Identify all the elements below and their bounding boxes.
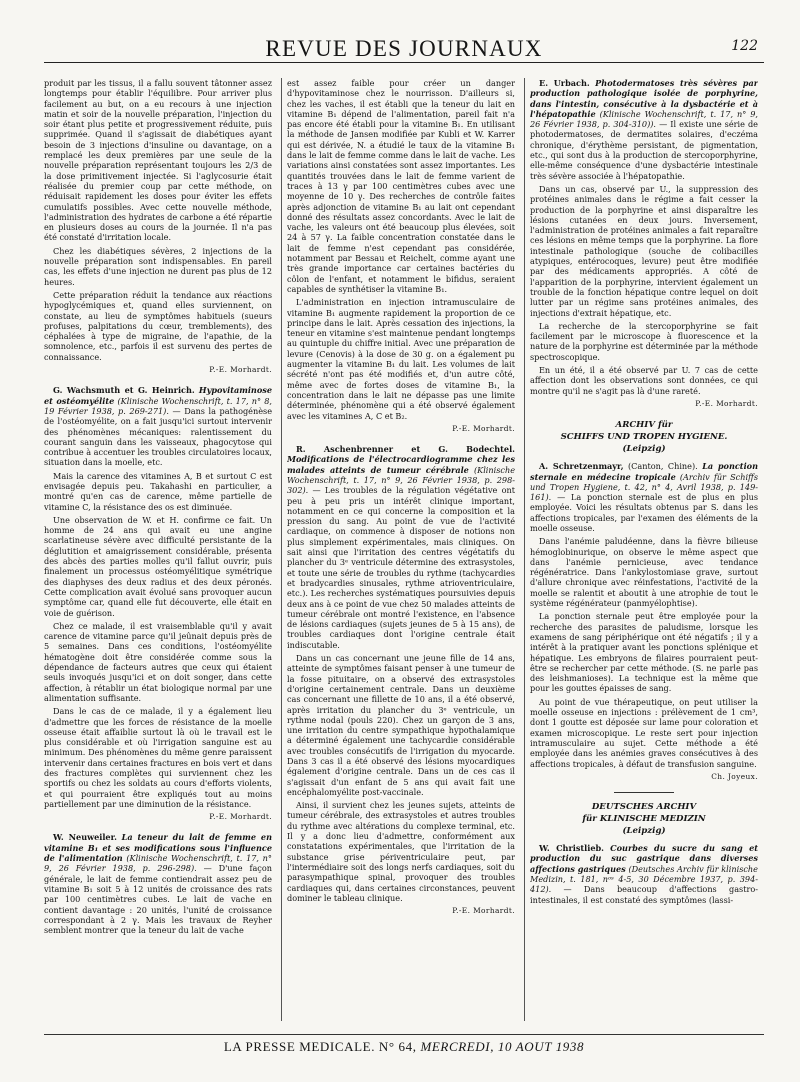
section-title: DEUTSCHES ARCHIV — [591, 802, 697, 813]
page-footer — [44, 1034, 764, 1055]
footer-journal: LA PRESSE MEDICALE. N° 64, — [223, 1039, 417, 1054]
abstract-citation: (Deutsches Archiv für klinische Medizin, t. 181, nᵒˢ 4-5, 30 Décembre 1937, p. 394-412). — [530, 863, 758, 895]
abstract-title: Hypovitaminose et ostéomyélite — [44, 385, 272, 406]
page-title: REVUE DES JOURNAUX — [265, 36, 543, 61]
journal-section-heading — [530, 801, 758, 837]
paragraph: Au point de vue thérapeutique, on peut utiliser la moelle osseuse en injections : prélèvement de 1 cm³, dont 1 goutte est déposée sur lame pour coloration et examen microscopique. Le reste sert pour injection intramusculaire au sujet. Cette méthode a été employée dans les anémies graves consécutives à des affections tropicales, à défaut de transfusion sanguine. — [530, 696, 758, 769]
abstract-heading — [530, 78, 758, 181]
column-right — [530, 78, 758, 1021]
signature: Ch. Joyeux. — [711, 771, 758, 781]
author-location: (Canton, Chine). — [628, 461, 698, 472]
abstract-authors: W. Neuweiler. — [53, 832, 117, 843]
page-number: 122 — [731, 38, 758, 54]
paragraph: Cette préparation réduit la tendance aux réactions hypoglycémiques et, quand elles surviennent, on constate, au lieu de symptômes habituels (sueurs profuses, palpitations du cœur, tremblements), des céphalées à type de migraine, de l'apathie, de la somnolence, etc., parfois il est survenu des pertes de connaissance. — [44, 289, 272, 362]
section-title: ARCHIV für — [615, 420, 673, 431]
signature: P.-E. Morhardt. — [209, 365, 272, 375]
column-rule — [281, 78, 282, 1021]
article-columns — [44, 78, 764, 1021]
paragraph: En un été, il a été observé par U. 7 cas de cette affection dont les observations sont données, ce qui montre qu'il ne s'agit pas là d'une rareté. — [530, 365, 758, 396]
paragraph: Ainsi, il survient chez les jeunes sujets, atteints de tumeur cérébrale, des extrasystoles et autres troubles du rythme avec altérations du complexe terminal, etc. Il y a donc lieu d'admettre, conformément aux constatations expérimentales, que l'irritation de la substance grise périventriculaire peut, par l'intermédiaire soit des longs nerfs cardiaques, soit du parasympathique spinal, provoquer des troubles cardiaques qui, dans certaines circonstances, peuvent dominer le tableau clinique. — [287, 800, 515, 903]
section-place: (Leipzig) — [622, 444, 666, 455]
paragraph: — Dans la pathogénèse de l'ostéomyélite, on a fait jusqu'ici surtout intervenir des phénomènes mécaniques: ralentissement du courant sanguin dans les vaisseaux, phagocytose qui contribue à accentuer les troubles circulatoires locaux, situation dans la moelle, etc. — [44, 405, 272, 468]
abstract-authors: G. Wachsmuth et G. Heinrich. — [53, 385, 195, 396]
paragraph: Dans l'anémie paludéenne, dans la fièvre bilieuse hémoglobinurique, on observe le même aspect que dans l'anémie pernicieuse, avec tendance régénératrice. Dans l'ankylostomiase grave, surtout d'allure chronique avec réinfestations, l'activité de la moelle se ralentit et aboutit à une atrophie de tout le système régénérateur (panmyélophtise). — [530, 536, 758, 609]
footer-date: MERCREDI, 10 AOUT 1938 — [420, 1039, 585, 1054]
abstract-authors: A. Schretzenmayr, — [539, 461, 624, 472]
abstract-heading — [530, 843, 758, 905]
abstract-title: Courbes du sucre du sang et production du suc gastrique dans diverses affections gastriques — [530, 843, 758, 874]
abstract-title: Photodermatoses très sévères par production pathologique isolée de porphyrine, dans l'intestin, consécutive à la dysbactérie et à l'hépatopathie — [530, 78, 758, 119]
paragraph: Une observation de W. et H. confirme ce fait. Un homme de 24 ans qui avait eu une angine scarlatineuse sévère avec difficulté persistante de la déglutition et amaigrissement considérable, présenta des abcès des parties molles qu'il fallut ouvrir, puis finalement un processus ostéomyélitique symétrique des diaphyses des deux radius et des deux péronés. Cette complication avait évolué sans provoquer aucun symptôme car, quand elle fut découverte, elle était en voie de guérison. — [44, 514, 272, 618]
abstract-authors: W. Christlieb. — [539, 843, 604, 854]
abstract-citation: (Klinische Wochenschrift, t. 17, n° 9, 26 Février 1938, p. 298-302). — [287, 464, 515, 496]
paragraph: Chez ce malade, il est vraisemblable qu'il y avait carence de vitamine parce qu'il jeûnait depuis près de 5 semaines. Dans ces conditions, l'ostéomyélite hématogène doit être considérée comme sous la dépendance de facteurs autres que ceux qui étaient seuls invoqués jusqu'ici et on doit songer, dans cette affection, à rétablir un état biologique normal par une alimentation suffisante. — [44, 620, 272, 703]
paragraph: Mais la carence des vitamines A, B et surtout C est envisagée depuis peu. Takahashi en particulier, a montré qu'en cas de carence, même partielle de vitamine C, la résistance des os est diminuée. — [44, 470, 272, 512]
column-left — [44, 78, 272, 1021]
abstract-title: Modifications de l'électrocardiogramme chez les malades atteints de tumeur cérébrale — [287, 454, 515, 475]
abstract-heading — [44, 832, 272, 935]
section-place: (Leipzig) — [622, 826, 666, 837]
abstract-citation: (Klinische Wochenschrift, t. 17, n° 9, 26 Février 1938, p. 304-310)). — [530, 108, 758, 130]
masthead — [44, 38, 764, 63]
abstract-citation: (Klinische Wochenschrift, t. 17, n° 9, 26 Février 1938, p. 296-298). — [44, 853, 272, 874]
paragraph: L'administration en injection intramusculaire de vitamine B₁ augmente rapidement la proportion de ce principe dans le lait. Après cessation des injections, la teneur en vitamine s'est maintenue pendant longtemps au quintuple du chiffre initial. Avec une préparation de levure (Cenovis) à la dose de 30 g. on a également pu augmenter la vitamine B₁ du lait. Les volumes de lait sécrété n'ont pas été modifiés et, d'un autre côté, même avec de fortes doses de vitamine B₁, la concentration dans le lait ne dépasse pas une limite déterminée, phénomène qui a été observé également avec les vitamines A, C et B₂. — [287, 297, 515, 421]
journal-section-heading — [530, 419, 758, 455]
abstract-heading — [530, 461, 758, 533]
paragraph: — Les troubles de la régulation végétative ont peu à peu pris un intérêt clinique important, notamment en ce qui concerne la composition et la pression du sang. Au point de vue de l'activité cardiaque, on commence à disposer de notions non plus simplement expérimentales, mais cliniques. On sait ainsi que l'irritation des centres végétatifs du plancher du 3ᵉ ventricule détermine des extrasystoles, et toute une série de troubles du rythme (tachycardies et bradycardies sinusales, rythme atrioventriculaire, etc.). Les recherches systématiques poursuivies depuis deux ans à ce point de vue chez 50 malades atteints de tumeur cérébrale ont montré l'existence, en l'absence de lésions cardiaques (sujets jeunes de 5 à 15 ans), de troubles cardiaques dont l'origine centrale était indiscutable. — [287, 485, 515, 650]
paragraph: est assez faible pour créer un danger d'hypovitaminose chez le nourrisson. D'ailleurs si, chez les vaches, il est établi que la teneur du lait en vitamine B₁ dépend de l'alimentation, pareil fait n'a pas encore été établi pour la vitamine B₁. En utilisant la méthode de Jansen modifiée par Kubli et W. Karrer qui est dérivée, N. a étudié le taux de la vitamine B₁ dans le lait de femme comme dans le lait de vache. Les variations ainsi constatées sont assez importantes. Les quantités trouvées dans le lait de femme varient de traces à 13 γ par 100 centimètres cubes avec une moyenne de 10 γ. Des recherches de contrôle faites après adjonction de vitamine B₁ au lait ont cependant donné des résultats assez concordants. Avec le lait de vache, les valeurs ont été beaucoup plus élevées, soit 24 à 57 γ. La faible concentration constatée dans le lait de femme n'est cependant pas considérée, notamment par Bessau et Reichelt, comme ayant une très grande importance car certaines bactéries du côlon de l'enfant, et notamment le bifidus, seraient capables de synthétiser la vitamine B₁. — [287, 78, 515, 294]
section-subtitle: SCHIFFS UND TROPEN HYGIENE. — [560, 432, 728, 443]
paragraph: La ponction sternale peut être employée pour la recherche des parasites de paludisme, lorsque les examens de sang périphérique ont été négatifs ; il y a intérêt à la pratiquer avant les ponctions splénique et hépatique. Les embryons de filaires pourraient peut-être se rechercher par cette méthode. (S. ne parle pas des leishmanioses). La technique est la même que pour les gouttes épaisses de sang. — [530, 611, 758, 694]
section-subtitle: für KLINISCHE MEDIZIN — [582, 814, 706, 825]
paragraph: Chez les diabétiques sévères, 2 injections de la nouvelle préparation sont indispensables. En pareil cas, les effets d'une injection ne durent pas plus de 12 heures. — [44, 245, 272, 287]
paragraph: La recherche de la stercoporphyrine se fait facilement par le microscope à fluorescence et la nature de la porphyrine est déterminée par la méthode spectroscopique. — [530, 320, 758, 362]
abstract-title: La ponction sternale en médecine tropicale — [530, 461, 758, 482]
signature: P.-E. Morhardt. — [452, 906, 515, 916]
paragraph: — Dans beaucoup d'affections gastro-intestinales, il est constaté des symptômes (lassi- — [530, 884, 758, 905]
paragraph: — Il existe une série de photodermatoses, de dermatites solaires, d'eczéma chronique, d'érythème persistant, de pigmentation, etc., qui sont dus à la production de stercoporphyrine, elle-même conséquence d'une dysbactérie intestinale très sévère associée à l'hépatopathie. — [530, 119, 758, 181]
abstract-authors: E. Urbach. — [539, 78, 590, 88]
signature: P.-E. Morhardt. — [209, 812, 272, 822]
paragraph: Dans un cas concernant une jeune fille de 14 ans, atteinte de symptômes faisant penser à une tumeur de la fosse pituitaire, on a observé des extrasystoles d'origine certainement centrale. Dans un deuxième cas concernant une fillette de 10 ans, il a été observé, après irritation du plancher du 3ᵉ ventricule, un rythme nodal (pouls 220). Chez un garçon de 3 ans, une irritation du centre sympathique hypothalamique a déterminé également une tachycardie considérable avec troubles consécutifs de l'irrigation du myocarde. Dans 3 cas il a été observé des lésions myocardiques également d'origine centrale. Dans un de ces cas il s'agissait d'un enfant de 5 ans qui avait fait une encéphalomyélite post-vaccinale. — [287, 653, 515, 797]
abstract-title: La teneur du lait de femme en vitamine B₁ et ses modifications sous l'influence de l'alimentation — [44, 832, 272, 864]
signature: P.-E. Morhardt. — [695, 398, 758, 408]
abstract-authors: R. Aschenbrenner et G. Bodechtel. — [296, 444, 515, 455]
abstract-citation: (Klinische Wochenschrift, t. 17, n° 8, 19 Février 1938, p. 269-271). — [44, 395, 272, 416]
abstract-heading — [287, 444, 515, 650]
paragraph: Dans le cas de ce malade, il y a également lieu d'admettre que les forces de résistance de la moelle osseuse était affaiblie surtout là où le travail est le plus considérable et où l'irrigation sanguine est au minimum. Des phénomènes du même genre paraissent intervenir dans certaines fractures en bois vert et dans des fractures complètes qui surviennent chez les sportifs ou chez les soldats au cours d'efforts violents, et qui pourraient être expliqués tout au moins partiellement par une diminution de la résistance. — [44, 706, 272, 809]
abstract-citation: (Archiv für Schiffs und Tropen Hygiene, t. 42, n° 4, Avril 1938, p. 149-161). — [530, 471, 758, 503]
paragraph: produit par les tissus, il a fallu souvent tâtonner assez longtemps pour établir l'équilibre. Pour arriver plus facilement au but, on a eu recours à une injection matin et soir de la nouvelle préparation, l'injection du soir étant plus petite et progressivement réduite, puis supprimée. Quand il s'agissait de diabétiques ayant besoin de 3 injections d'insuline ou davantage, on a remplacé les deux premières par une seule de la nouvelle préparation représentant toujours les 2/3 de la dose primitivement injectée. Si l'aglycosurie était réalisée du premier coup par cette méthode, on réduisait rapidement les doses pour éviter les effets cumulatifs possibles. Avec cette nouvelle méthode, l'administration des hydrates de carbone a été répartie en plusieurs doses au cours de la journée. Il n'a pas été constaté d'irritation locale. — [44, 78, 272, 243]
column-middle — [287, 78, 515, 1021]
section-divider — [614, 792, 674, 793]
abstract-heading — [44, 385, 272, 467]
column-rule — [524, 78, 525, 1021]
paragraph: Dans un cas, observé par U., la suppression des protéines animales dans le régime a fait cesser la production de la porphyrine et ainsi disparaître les lésions cutanées en deux jours. Inversement, l'administration de protéines animales a fait reparaître ces lésions en même temps que la porphyrine. La flore intestinale pathologique (souche de colibacilles atypiques, entérocoques, levure) peut être modifiée par des médicaments appropriés. A côté de l'apparition de la porphyrine, intervient également un trouble de la fonction hépatique contre lequel on doit lutter par un régime sans protéines animales, des injections d'extrait hépatique, etc. — [530, 183, 758, 318]
paragraph: — D'une façon générale, le lait de femme contiendrait assez peu de vitamine B₁ soit 5 à 12 unités de croissance des rats par 100 centimètres cubes. Le lait de vache en contient davantage : 20 unités, l'unité de croissance correspondant à 2 γ. Mais les travaux de Reyher semblent montrer que la teneur du lait de vache — [44, 863, 272, 936]
paragraph: — La ponction sternale est de plus en plus employée. Voici les résultats obtenus par S. dans les affections tropicales, par l'examen des éléments de la moelle osseuse. — [530, 492, 758, 533]
signature: P.-E. Morhardt. — [452, 423, 515, 433]
